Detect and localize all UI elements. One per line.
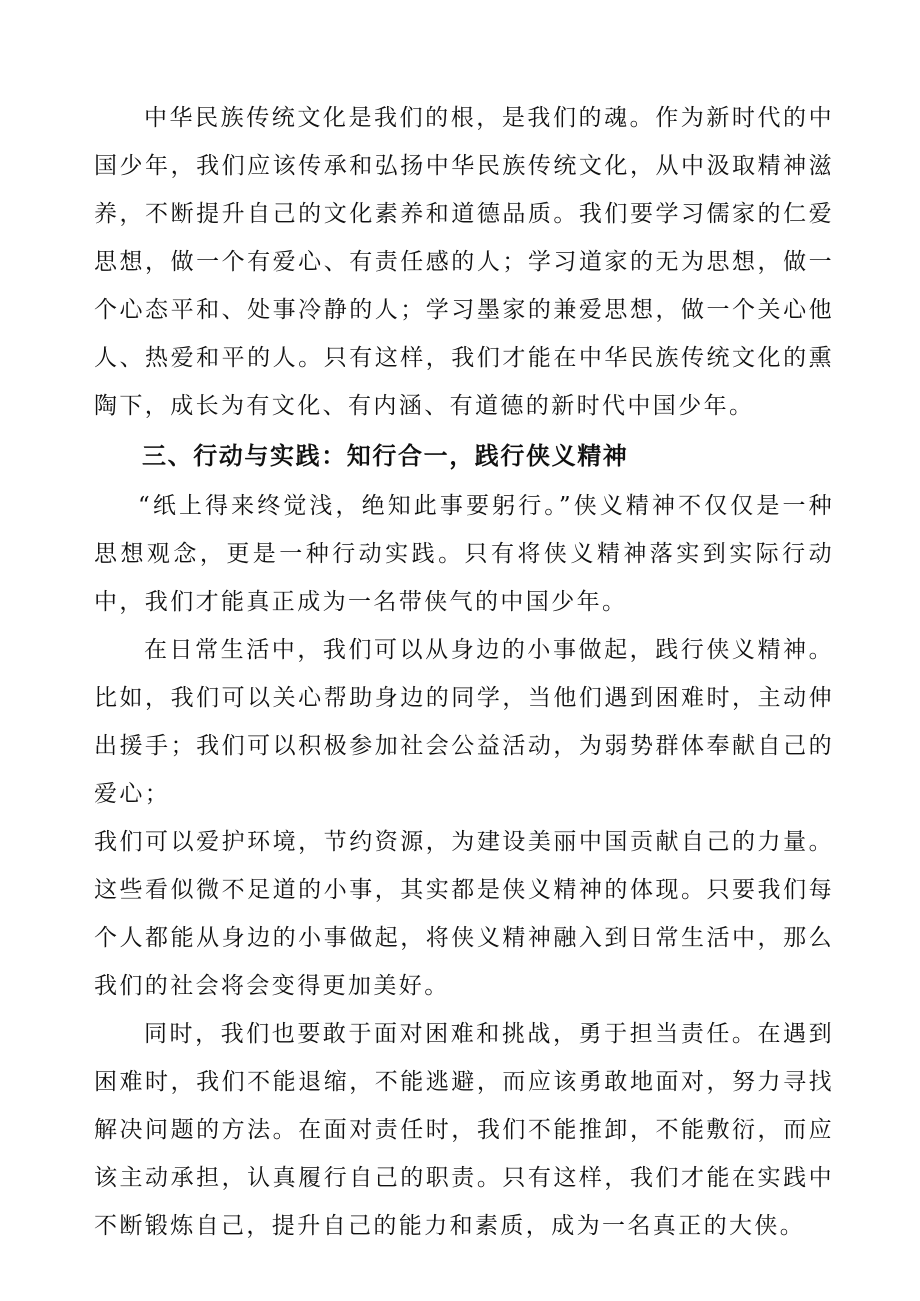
section-heading-action-practice: 三、行动与实践：知行合一，践行侠义精神 bbox=[142, 442, 629, 470]
paragraph-environment: 我们可以爱护环境，节约资源，为建设美丽中国贡献自己的力量。这些看似微不足道的小事，其实都是侠义精神的体现。只要我们每个人都能从身边的小事做起，将侠义精神融入到日常生活中，那么我们的社会将会变得更加美好。 bbox=[94, 829, 834, 999]
document-body bbox=[94, 94, 834, 1250]
paragraph-traditional-culture: 中华民族传统文化是我们的根，是我们的魂。作为新时代的中国少年，我们应该传承和弘扬中华民族传统文化，从中汲取精神滋养，不断提升自己的文化素养和道德品质。我们要学习儒家的仁爱思想，做一个有爱心、有责任感的人；学习道家的无为思想，做一个心态平和、处事冷静的人；学习墨家的兼爱思想，做一个关心他人、热爱和平的人。只有这样，我们才能在中华民族传统文化的熏陶下，成长为有文化、有内涵、有道德的新时代中国少年。 bbox=[94, 105, 834, 419]
paragraph-quote-practice: “纸上得来终觉浅，绝知此事要躬行。”侠义精神不仅仅是一种思想观念，更是一种行动实践。只有将侠义精神落实到实际行动中，我们才能真正成为一名带侠气的中国少年。 bbox=[94, 493, 834, 615]
paragraph-responsibility: 同时，我们也要敢于面对困难和挑战，勇于担当责任。在遇到困难时，我们不能退缩，不能逃避，而应该勇敢地面对，努力寻找解决问题的方法。在面对责任时，我们不能推卸，不能敷衍，而应该主动承担，认真履行自己的职责。只有这样，我们才能在实践中不断锻炼自己，提升自己的能力和素质，成为一名真正的大侠。 bbox=[94, 1021, 834, 1239]
paragraph-daily-life: 在日常生活中，我们可以从身边的小事做起，践行侠义精神。比如，我们可以关心帮助身边的同学，当他们遇到困难时，主动伸出援手；我们可以积极参加社会公益活动，为弱势群体奉献自己的爱心； bbox=[94, 637, 834, 807]
